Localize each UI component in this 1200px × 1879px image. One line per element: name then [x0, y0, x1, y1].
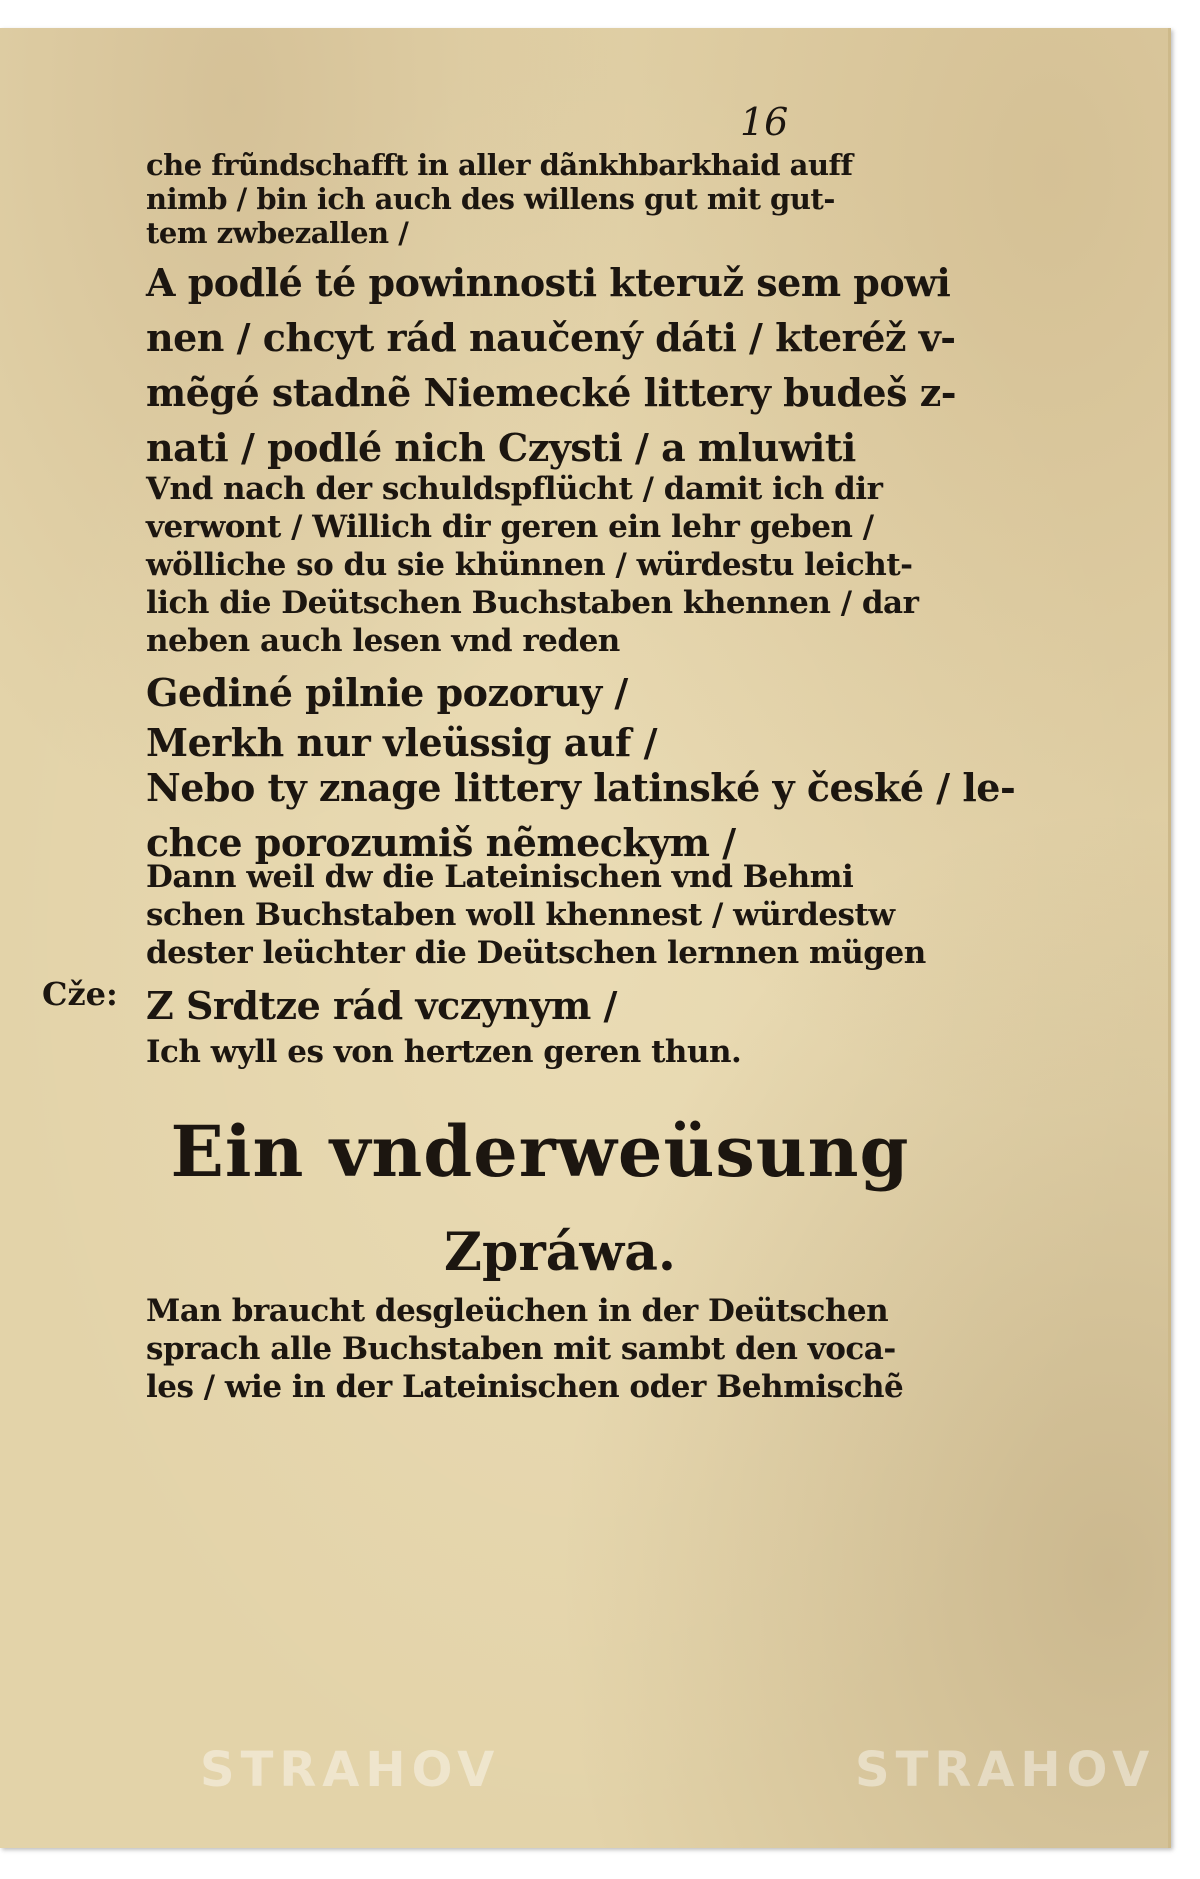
text-line: Z Srdtze rád vczynym /: [146, 983, 617, 1028]
text-line: A podlé té powinnosti kteruž sem powi: [146, 260, 951, 305]
paragraph-czech-3: [146, 760, 1015, 870]
text-line: Vnd nach der schuldspflücht / damit ich dir: [146, 471, 883, 507]
page-number: 16: [740, 100, 789, 144]
text-line: nen / chcyt rád naučený dáti / kteréž v-: [146, 315, 956, 360]
text-line: verwont / Willich dir geren ein lehr geben /: [146, 509, 874, 545]
margin-note: Cže:: [42, 975, 118, 1013]
watermark-right: STRAHOV: [855, 1742, 1156, 1798]
paragraph-reply: [146, 978, 741, 1071]
text-line: schen Buchstaben woll khennest / würdestw: [146, 897, 895, 933]
text-line: wölliche so du sie khünnen / würdestu leicht-: [146, 547, 913, 583]
paragraph-german-4: [146, 858, 926, 972]
text-line: nimb / bin ich auch des willens gut mit gut-: [146, 182, 835, 216]
text-line: neben auch lesen vnd reden: [146, 623, 620, 659]
section-subheading: Zpráwa.: [444, 1222, 676, 1283]
section-heading: Ein vnderweüsung: [170, 1110, 910, 1193]
text-line: Ich wyll es von hertzen geren thun.: [146, 1034, 742, 1070]
paragraph-german-1: [146, 148, 853, 250]
text-line: Merkh nur vleüssig auf /: [146, 720, 658, 765]
paragraph-czech-1: [146, 255, 956, 475]
watermark-left: STRAHOV: [200, 1742, 501, 1798]
text-line: les / wie in der Lateinischen oder Behmischẽ: [146, 1369, 904, 1405]
text-line: chce porozumiš nẽmeckym /: [146, 820, 736, 865]
text-line: lich die Deütschen Buchstaben khennen / dar: [146, 585, 919, 621]
paragraph-german-2: [146, 470, 918, 660]
text-line: Man braucht desgleüchen in der Deütschen: [146, 1293, 889, 1329]
text-line: Nebo ty znage littery latinské y české / le-: [146, 765, 1016, 810]
paragraph-czech-2: [146, 665, 628, 720]
text-line: che frũndschafft in aller dãnkhbarkhaid auff: [146, 148, 853, 182]
text-line: tem zwbezallen /: [146, 216, 409, 250]
text-line: nati / podlé nich Czysti / a mluwiti: [146, 425, 856, 470]
text-line: sprach alle Buchstaben mit sambt den voca-: [146, 1331, 896, 1367]
text-line: Gediné pilnie pozoruy /: [146, 670, 628, 715]
paragraph-german-5: [146, 1292, 903, 1406]
text-line: Dann weil dw die Lateinischen vnd Behmi: [146, 859, 854, 895]
text-line: dester leüchter die Deütschen lernnen mügen: [146, 935, 926, 971]
text-line: mẽgé stadnẽ Niemecké littery budeš z-: [146, 370, 957, 415]
